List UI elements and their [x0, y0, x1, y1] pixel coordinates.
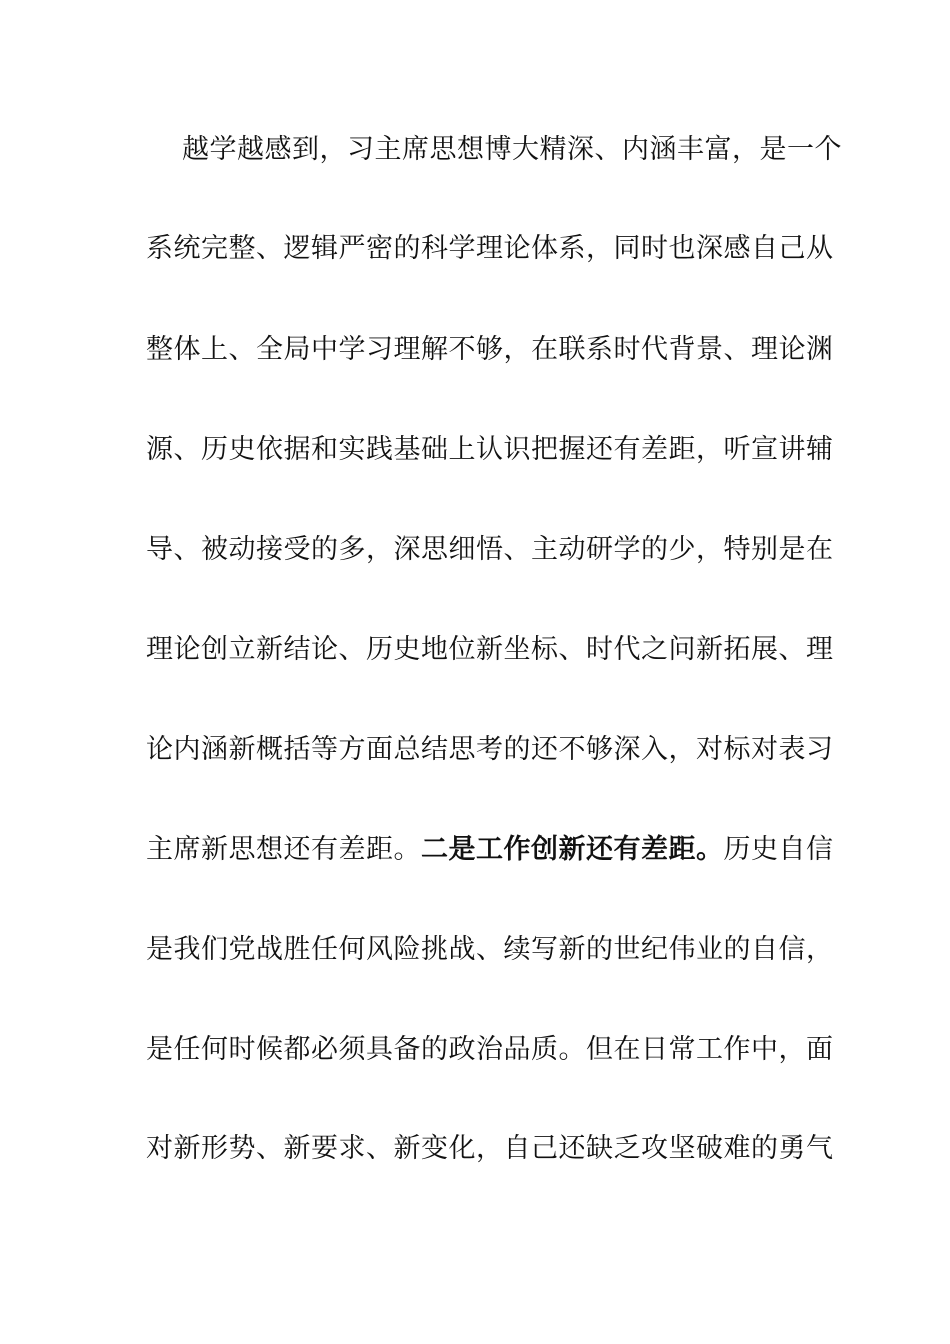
paragraph-line-9: 是我们党战胜任何风险挑战、续写新的世纪伟业的自信， — [146, 934, 834, 965]
paragraph-line-8 — [146, 832, 834, 868]
paragraph-line-7: 论内涵新概括等方面总结思考的还不够深入，对标对表习 — [146, 734, 834, 765]
paragraph-line-6: 理论创立新结论、历史地位新坐标、时代之问新拓展、理 — [146, 634, 834, 665]
paragraph-line-1: 越学越感到，习主席思想博大精深、内涵丰富，是一个 — [182, 134, 842, 165]
paragraph-line-3: 整体上、全局中学习理解不够，在联系时代背景、理论渊 — [146, 334, 834, 365]
line-8-after-text: 历史自信 — [723, 834, 834, 865]
line-8-before-text: 主席新思想还有差距。 — [146, 834, 421, 865]
paragraph-line-2: 系统完整、逻辑严密的科学理论体系，同时也深感自己从 — [146, 233, 834, 264]
bold-heading-two: 二是工作创新还有差距。 — [421, 834, 724, 865]
paragraph-line-10: 是任何时候都必须具备的政治品质。但在日常工作中，面 — [146, 1034, 834, 1065]
paragraph-line-5: 导、被动接受的多，深思细悟、主动研学的少，特别是在 — [146, 534, 834, 565]
paragraph-line-11: 对新形势、新要求、新变化，自己还缺乏攻坚破难的勇气 — [146, 1133, 834, 1164]
paragraph-line-4: 源、历史依据和实践基础上认识把握还有差距，听宣讲辅 — [146, 434, 834, 465]
